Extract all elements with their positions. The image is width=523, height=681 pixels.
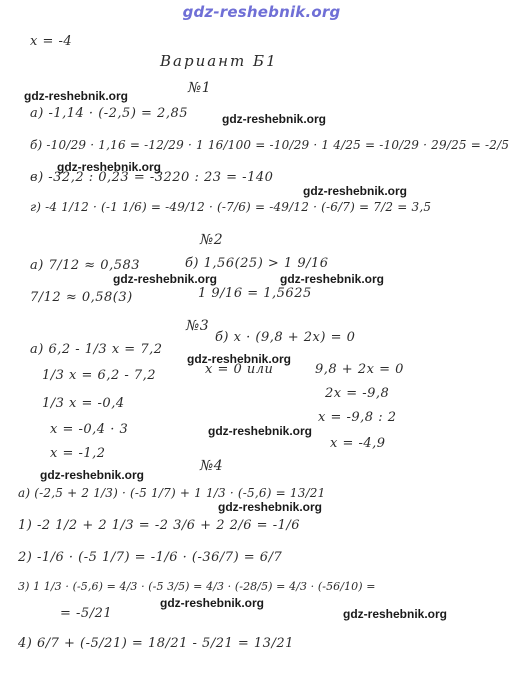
task-4-line-1: а) (-2,5 + 2 1/3) · (-5 1/7) + 1 1/3 · (-5,6) = 13/21 — [18, 486, 326, 500]
watermark: gdz-reshebnik.org — [303, 184, 408, 198]
watermark: gdz-reshebnik.org — [57, 160, 162, 174]
watermark: gdz-reshebnik.org — [24, 89, 129, 103]
task-3-heading: №3 — [186, 318, 210, 334]
task-1-g: г) -4 1/12 · (-1 1/6) = -49/12 · (-7/6) = -49/12 · (-6/7) = 7/2 = 3,5 — [30, 200, 432, 214]
task-3-b-line-5: x = -9,8 : 2 — [318, 410, 397, 425]
watermark: gdz-reshebnik.org — [113, 272, 218, 286]
task-4-line-6: 4) 6/7 + (-5/21) = 18/21 - 5/21 = 13/21 — [18, 636, 294, 651]
task-3-b-line-4: 2x = -9,8 — [325, 386, 390, 401]
watermark: gdz-reshebnik.org — [160, 596, 265, 610]
task-2-a: а) 7/12 ≈ 0,583 — [30, 258, 141, 273]
answer-top: x = -4 — [30, 34, 73, 49]
watermark: gdz-reshebnik.org — [280, 272, 385, 286]
task-4-line-3: 2) -1/6 · (-5 1/7) = -1/6 · (-36/7) = 6/7 — [18, 550, 283, 565]
task-2-b-decimal: 1 9/16 = 1,5625 — [198, 286, 312, 301]
variant-title: Вариант Б1 — [160, 52, 278, 70]
task-1-b: б) -10/29 · 1,16 = -12/29 · 1 16/100 = -10/29 · 1 4/25 = -10/29 · 29/25 = -2/5 — [30, 138, 510, 152]
task-1-a: a) -1,14 · (-2,5) = 2,85 — [30, 106, 189, 121]
task-3-a-line-2: 1/3 x = 6,2 - 7,2 — [42, 368, 157, 383]
task-4-heading: №4 — [200, 458, 224, 474]
task-3-b-line-1: б) x · (9,8 + 2x) = 0 — [215, 330, 356, 345]
watermark: gdz-reshebnik.org — [187, 352, 292, 366]
task-3-b-line-2: x = 0 или — [205, 362, 274, 377]
task-2-b: б) 1,56(25) > 1 9/16 — [185, 256, 329, 271]
task-3-a-line-1: а) 6,2 - 1/3 x = 7,2 — [30, 342, 163, 357]
site-header: gdz-reshebnik.org — [182, 3, 341, 21]
task-1-heading: №1 — [188, 80, 212, 96]
task-2-a-period: 7/12 ≈ 0,58(3) — [30, 290, 133, 305]
watermark: gdz-reshebnik.org — [208, 424, 313, 438]
watermark: gdz-reshebnik.org — [218, 500, 323, 514]
task-4-line-4: 3) 1 1/3 · (-5,6) = 4/3 · (-5 3/5) = 4/3 · (-28/5) = 4/3 · (-56/10) = — [18, 580, 376, 593]
watermark: gdz-reshebnik.org — [222, 112, 327, 126]
task-3-b-line-3: 9,8 + 2x = 0 — [315, 362, 404, 377]
task-2-heading: №2 — [200, 232, 224, 248]
task-4-line-5: = -5/21 — [60, 606, 113, 621]
task-1-v: в) -32,2 : 0,23 = -3220 : 23 = -140 — [30, 170, 274, 185]
task-3-a-line-4: x = -0,4 · 3 — [50, 422, 129, 437]
watermark: gdz-reshebnik.org — [40, 468, 145, 482]
task-3-a-line-5: x = -1,2 — [50, 446, 106, 461]
task-3-b-line-6: x = -4,9 — [330, 436, 386, 451]
task-4-line-2: 1) -2 1/2 + 2 1/3 = -2 3/6 + 2 2/6 = -1/6 — [18, 518, 301, 533]
task-3-a-line-3: 1/3 x = -0,4 — [42, 396, 125, 411]
watermark: gdz-reshebnik.org — [343, 607, 448, 621]
